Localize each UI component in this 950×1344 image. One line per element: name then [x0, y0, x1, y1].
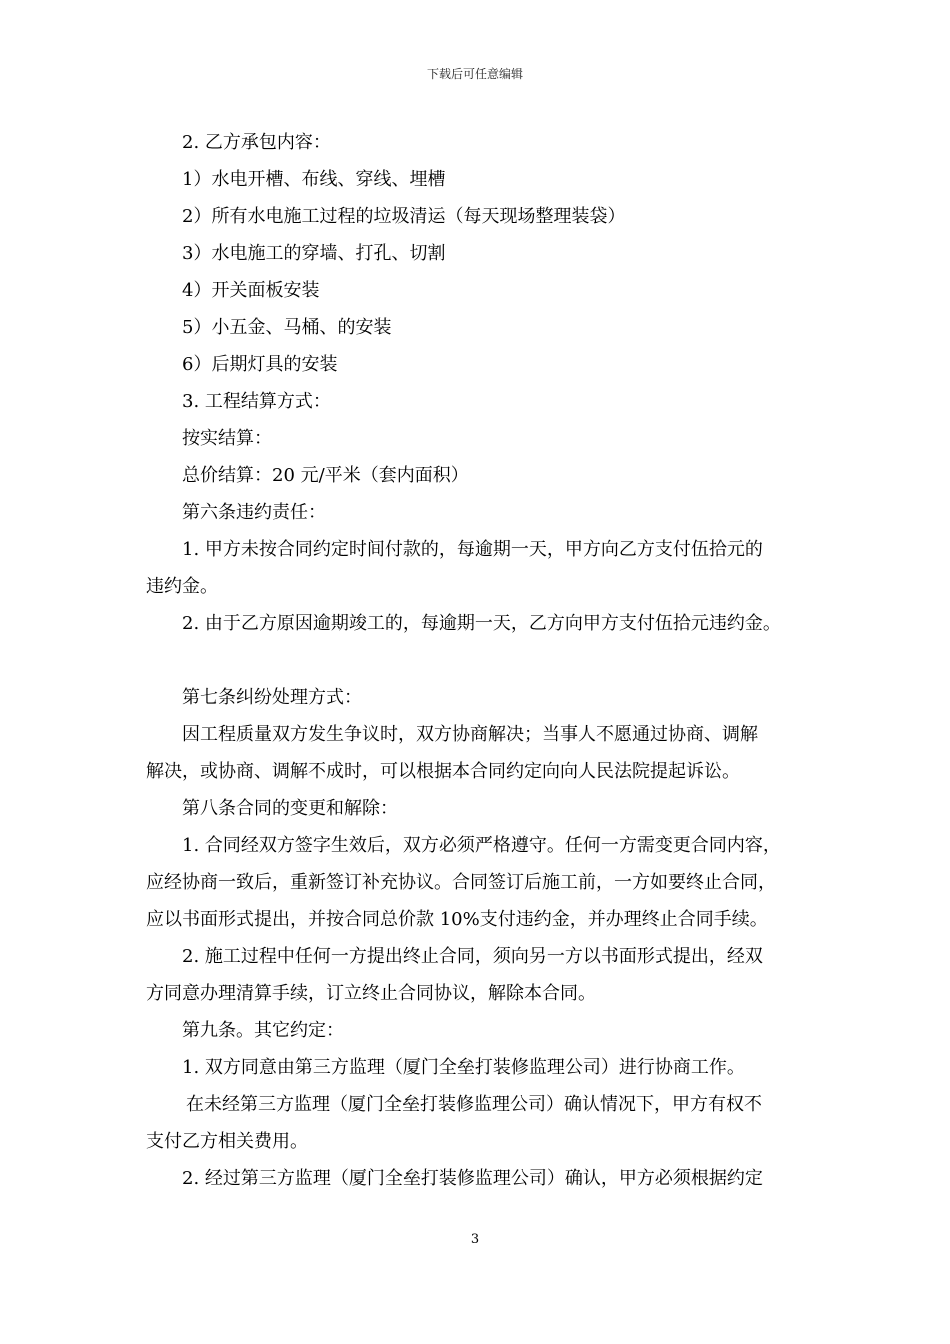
paragraph-line: 应以书面形式提出，并按合同总价款 10%支付违约金，并办理终止合同手续。: [146, 909, 768, 930]
section-heading-contract-scope: 2. 乙方承包内容：: [182, 132, 331, 153]
list-item: 6）后期灯具的安装: [182, 354, 338, 375]
list-item: 3）水电施工的穿墙、打孔、切割: [182, 243, 446, 264]
article-heading-breach: 第六条违约责任：: [182, 502, 326, 523]
page-number: 3: [470, 1232, 480, 1247]
list-item: 5）小五金、马桶、的安装: [182, 317, 392, 338]
list-item: 1）水电开槽、布线、穿线、埋槽: [182, 169, 446, 190]
page-header-note: 下载后可任意编辑: [426, 67, 523, 81]
article-heading-change: 第八条合同的变更和解除：: [182, 798, 398, 819]
paragraph-line: 1. 甲方未按合同约定时间付款的，每逾期一天，甲方向乙方支付伍拾元的: [182, 539, 763, 560]
paragraph-line: 2. 经过第三方监理（厦门全垒打装修监理公司）确认，甲方必须根据约定: [182, 1168, 763, 1189]
paragraph-line: 在未经第三方监理（厦门全垒打装修监理公司）确认情况下，甲方有权不: [186, 1094, 762, 1115]
paragraph-line: 应经协商一致后，重新签订补充协议。合同签订后施工前，一方如要终止合同，: [146, 872, 776, 893]
paragraph-line: 1. 合同经双方签字生效后，双方必须严格遵守。任何一方需变更合同内容，: [182, 835, 781, 856]
article-heading-other: 第九条。其它约定：: [182, 1020, 344, 1041]
paragraph-line: 解决，或协商、调解不成时，可以根据本合同约定向向人民法院提起诉讼。: [146, 761, 740, 782]
paragraph-line: 1. 双方同意由第三方监理（厦门全垒打装修监理公司）进行协商工作。: [182, 1057, 745, 1078]
settlement-total: 总价结算：20 元/平米（套内面积）: [182, 465, 469, 486]
blank-line: [146, 642, 818, 679]
article-heading-dispute: 第七条纠纷处理方式：: [182, 687, 362, 708]
paragraph-line: 因工程质量双方发生争议时，双方协商解决；当事人不愿通过协商、调解: [182, 724, 758, 745]
settlement-actual: 按实结算：: [182, 428, 272, 449]
list-item: 2）所有水电施工过程的垃圾清运（每天现场整理装袋）: [182, 206, 626, 227]
paragraph-line: 违约金。: [146, 576, 218, 597]
list-item: 4）开关面板安装: [182, 280, 320, 301]
document-body: [146, 124, 818, 1197]
paragraph-line: 2. 施工过程中任何一方提出终止合同，须向另一方以书面形式提出，经双: [182, 946, 763, 967]
paragraph-line: 支付乙方相关费用。: [146, 1131, 308, 1152]
paragraph-line: 方同意办理清算手续，订立终止合同协议，解除本合同。: [146, 983, 596, 1004]
paragraph-line: 2. 由于乙方原因逾期竣工的，每逾期一天，乙方向甲方支付伍拾元违约金。: [182, 613, 781, 634]
section-heading-settlement: 3. 工程结算方式：: [182, 391, 331, 412]
